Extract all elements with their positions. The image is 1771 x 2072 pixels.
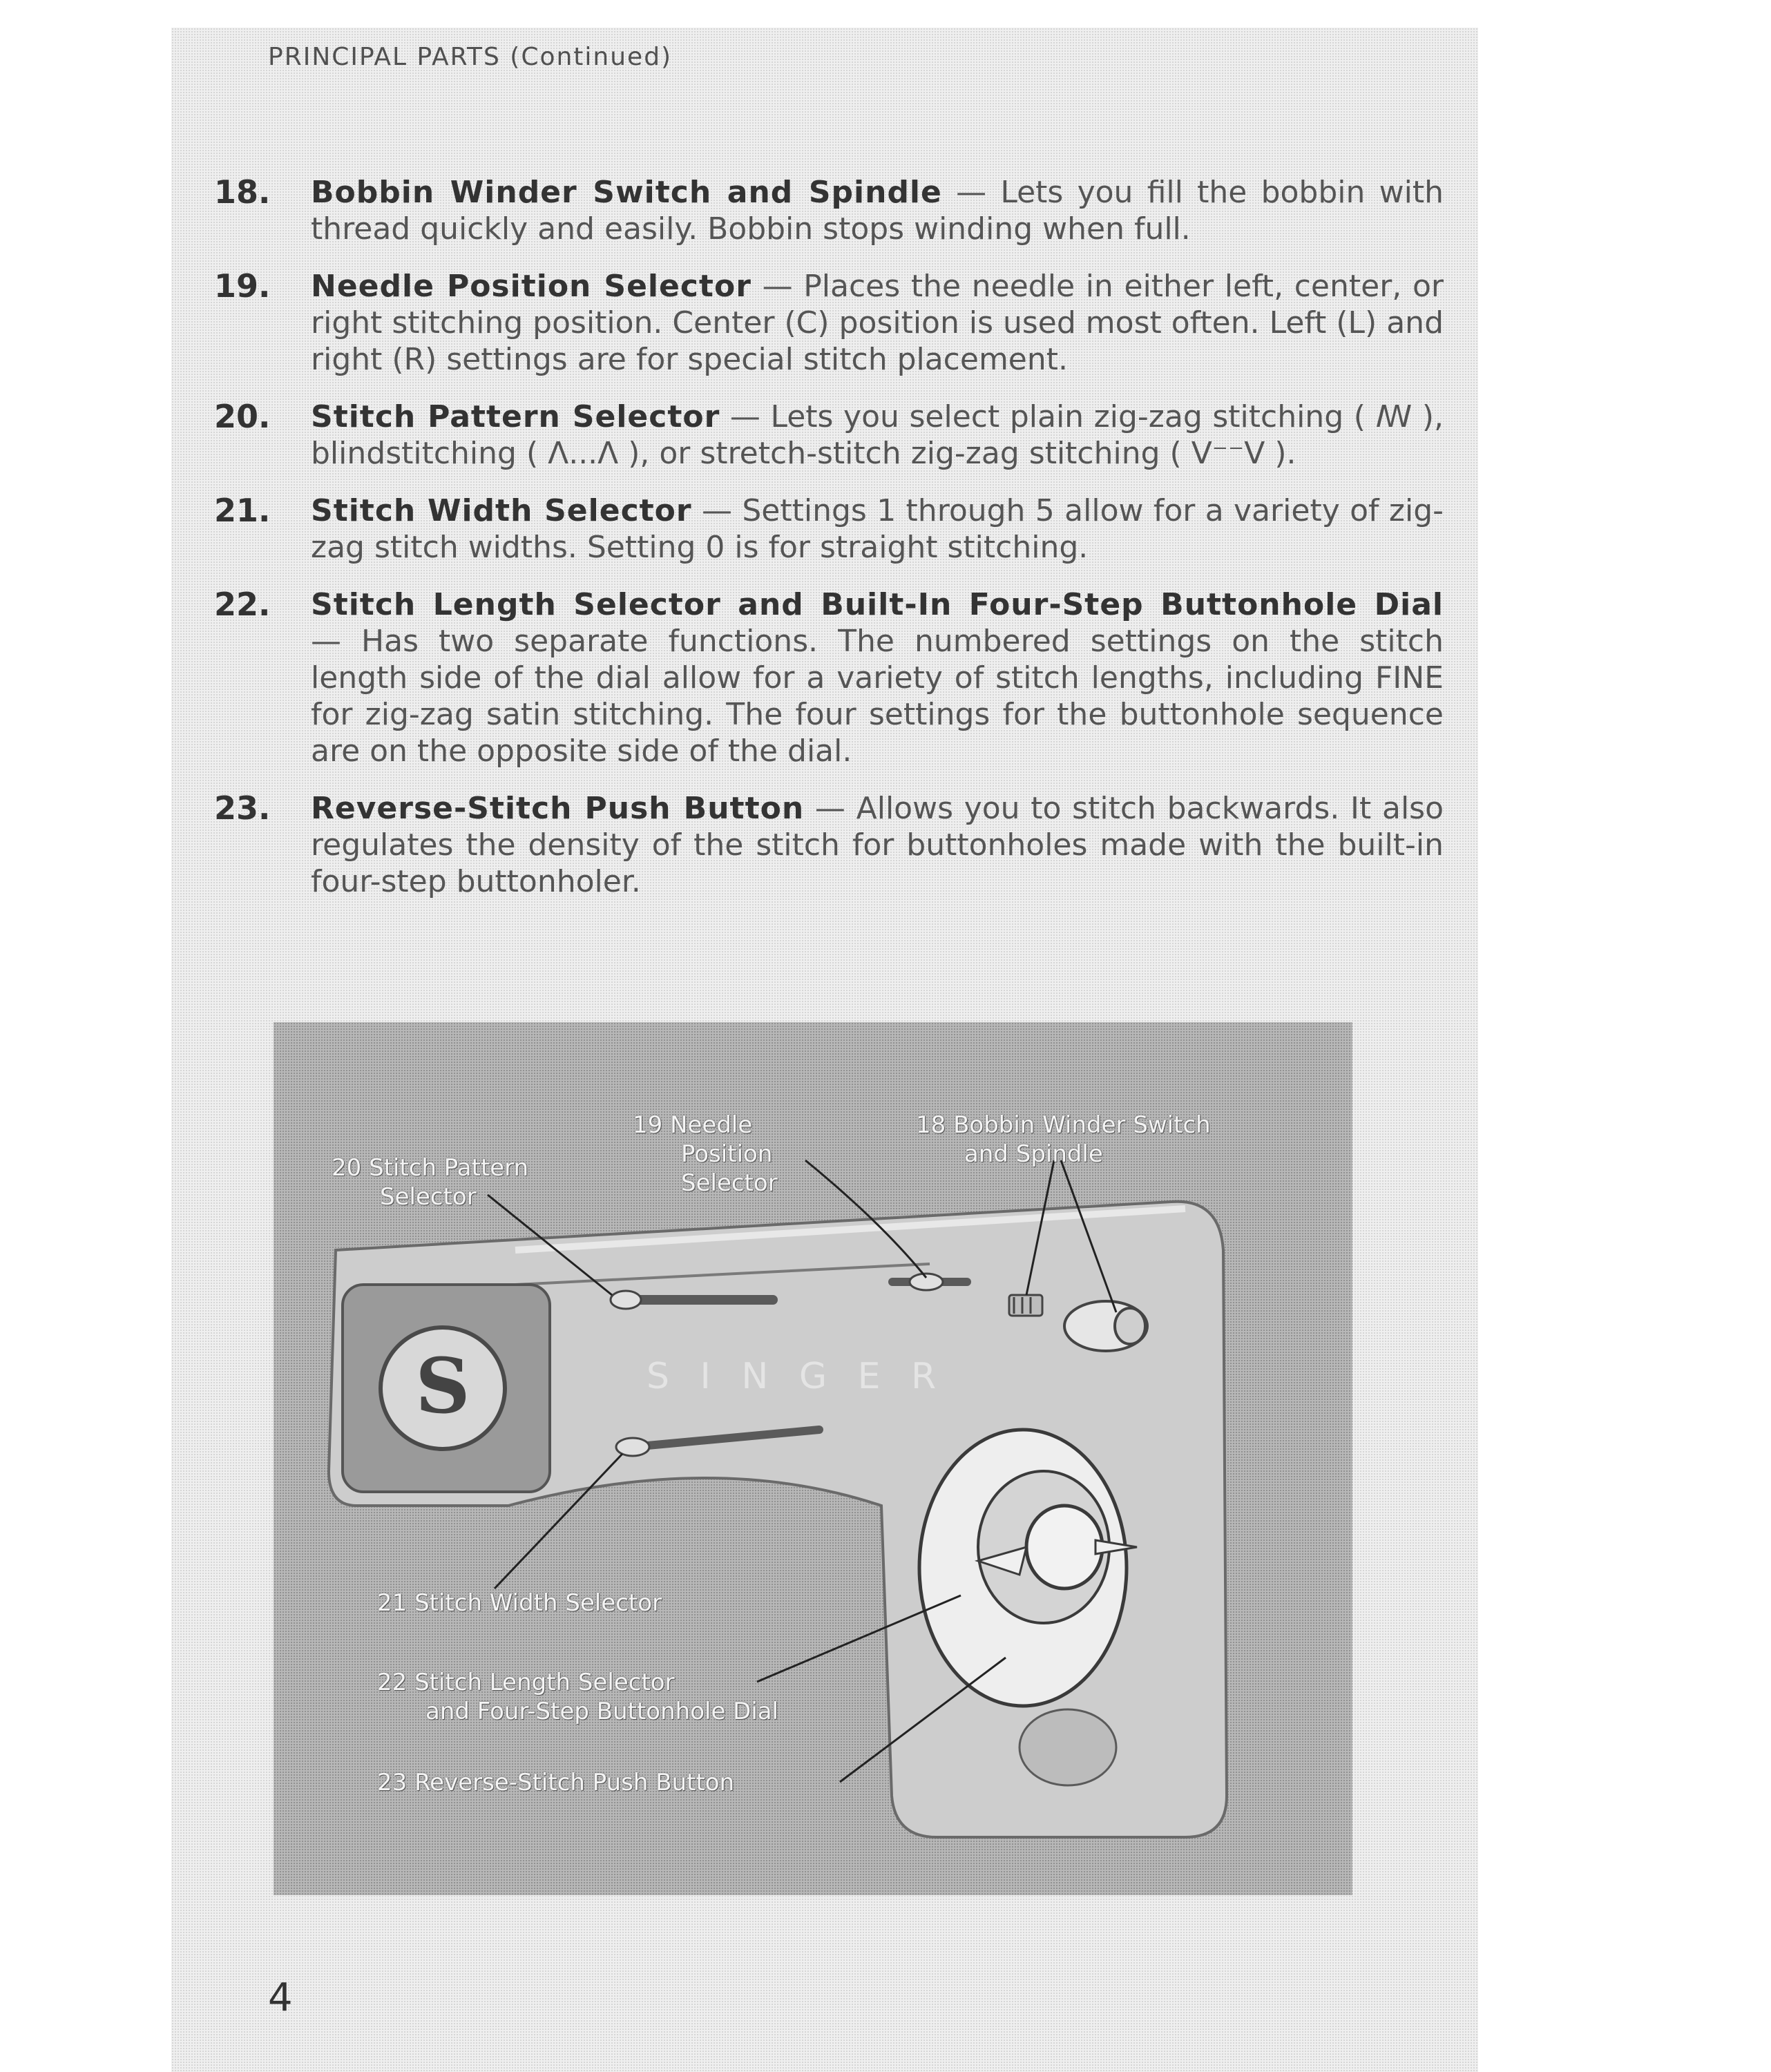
item-number: 18.: [214, 173, 271, 211]
item-body: [311, 586, 1444, 769]
item-body: [311, 268, 1444, 378]
item-number: 22.: [214, 586, 271, 623]
dial-knob: [1026, 1506, 1102, 1589]
parts-list: [214, 174, 1444, 921]
brand-name: S I N G E R: [647, 1356, 946, 1397]
stitch-width-knob: [616, 1438, 649, 1456]
callout-20: [332, 1153, 528, 1211]
item-body: [311, 399, 1444, 472]
part-item-19: [214, 268, 1444, 378]
callout-22: [377, 1668, 778, 1726]
item-title: Reverse-Stitch Push Button: [311, 791, 805, 826]
callout-22-line1: 22 Stitch Length Selector: [377, 1669, 675, 1696]
item-description: — Places the needle in either left, center, or right stitching position. Center (C) position is used most often. Left (L) and right (R) settings are for special stitch placement.: [311, 269, 1444, 377]
part-item-21: [214, 492, 1444, 566]
item-body: [311, 790, 1444, 900]
item-body: [311, 174, 1444, 247]
stitch-pattern-knob: [611, 1291, 641, 1309]
callout-19-line2: Position: [681, 1140, 773, 1168]
part-item-18: [214, 174, 1444, 247]
item-body: [311, 492, 1444, 566]
machine-illustration: [274, 1022, 1352, 1895]
callout-22-line2: and Four-Step Buttonhole Dial: [425, 1698, 779, 1725]
item-title: Stitch Pattern Selector: [311, 399, 720, 434]
running-head: PRINCIPAL PARTS (Continued): [268, 43, 673, 71]
item-number: 20.: [214, 398, 271, 435]
item-description: — Has two separate functions. The numbered settings on the stitch length side of the dial allow for a variety of stitch lengths, including FINE for zig-zag satin stitching. The four settings for the buttonhole sequence are on the opposite side of the dial.: [311, 624, 1444, 769]
callout-21: 21 Stitch Width Selector: [377, 1589, 662, 1617]
manual-page: [171, 28, 1478, 2072]
callout-19-line1: 19 Needle: [633, 1111, 753, 1139]
reverse-stitch-button: [1019, 1709, 1116, 1785]
item-description: — Lets you select plain zig-zag stitching ( ꟿ ), blindstitching ( Λ...Λ ), or stretch-stitch zig-zag stitching ( V⁻⁻V ).: [311, 399, 1444, 471]
callout-19-line3: Selector: [681, 1169, 778, 1197]
callout-18: [916, 1111, 1211, 1169]
item-description: — Allows you to stitch backwards. It also regulates the density of the stitch for buttonholes made with the built-in four-step buttonholer.: [311, 791, 1444, 899]
badge-letter: S: [415, 1341, 470, 1430]
item-title: Needle Position Selector: [311, 269, 752, 304]
callout-18-line2: and Spindle: [964, 1140, 1103, 1168]
item-title: Bobbin Winder Switch and Spindle: [311, 175, 942, 210]
page-number: 4: [268, 1975, 293, 2020]
part-item-20: [214, 399, 1444, 472]
item-number: 21.: [214, 492, 271, 529]
item-number: 23.: [214, 789, 271, 827]
part-item-22: [214, 586, 1444, 769]
callout-20-line2: Selector: [380, 1183, 477, 1211]
item-description: — Lets you fill the bobbin with thread quickly and easily. Bobbin stops winding when full.: [311, 175, 1444, 247]
item-title: Stitch Width Selector: [311, 493, 692, 528]
needle-position-knob: [910, 1274, 943, 1290]
callout-20-line1: 20 Stitch Pattern: [332, 1154, 529, 1182]
callout-19: [633, 1111, 778, 1198]
item-number: 19.: [214, 267, 271, 305]
part-item-23: [214, 790, 1444, 900]
item-description: — Settings 1 through 5 allow for a variety of zig-zag stitch widths. Setting 0 is for straight stitching.: [311, 493, 1444, 565]
callout-18-line1: 18 Bobbin Winder Switch: [916, 1111, 1211, 1139]
stitch-pattern-slot: [619, 1295, 778, 1305]
callout-23: 23 Reverse-Stitch Push Button: [377, 1769, 735, 1796]
item-title: Stitch Length Selector and Built-In Four-Step Buttonhole Dial: [311, 587, 1444, 622]
